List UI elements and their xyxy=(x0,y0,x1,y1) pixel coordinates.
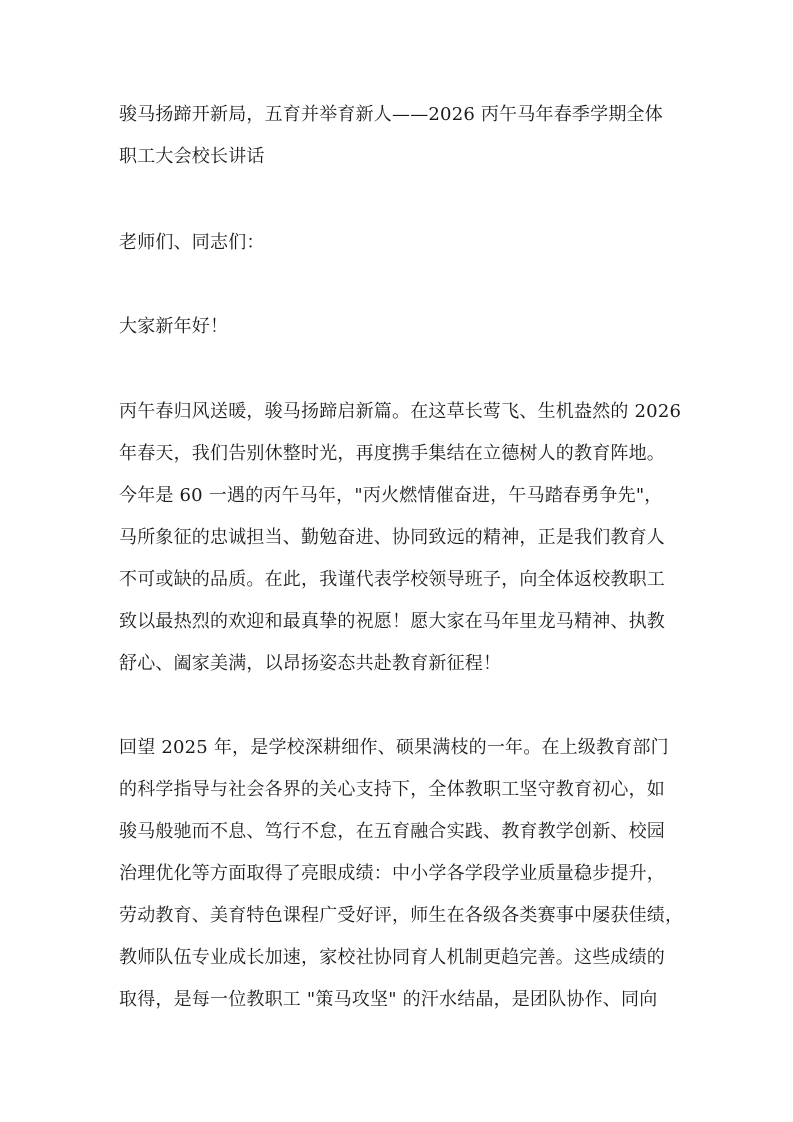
paragraph-2-line-5: 劳动教育、美育特色课程广受好评，师生在各级各类赛事中屡获佳绩， xyxy=(119,905,684,926)
paragraph-2-line-2: 的科学指导与社会各界的关心支持下，全体教职工坚守教育初心，如 xyxy=(119,779,665,800)
paragraph-1-line-3: 今年是 60 一遇的丙午马年，"丙火燃情催奋进，午马踏春勇争先"， xyxy=(119,485,663,506)
paragraph-1-line-7: 舒心、阖家美满，以昂扬姿态共赴教育新征程！ xyxy=(119,653,502,674)
document-title-line-1: 骏马扬蹄开新局，五育并举育新人——2026 丙午马年春季学期全体 xyxy=(119,104,663,125)
paragraph-2-line-7: 取得，是每一位教职工 "策马攻坚" 的汗水结晶，是团队协作、同向 xyxy=(119,989,658,1010)
paragraph-2-line-4: 治理优化等方面取得了亮眼成绩：中小学各学段学业质量稳步提升， xyxy=(119,863,665,884)
paragraph-2-line-3: 骏马般驰而不息、笃行不怠，在五育融合实践、教育教学创新、校园 xyxy=(119,821,665,842)
greeting: 大家新年好！ xyxy=(119,316,229,337)
paragraph-1-line-6: 致以最热烈的欢迎和最真挚的祝愿！愿大家在马年里龙马精神、执教 xyxy=(119,611,665,632)
document-title-line-2: 职工大会校长讲话 xyxy=(119,146,265,167)
paragraph-1-line-5: 不可或缺的品质。在此，我谨代表学校领导班子，向全体返校教职工 xyxy=(119,569,665,590)
paragraph-2-line-6: 教师队伍专业成长加速，家校社协同育人机制更趋完善。这些成绩的 xyxy=(119,947,665,968)
salutation: 老师们、同志们： xyxy=(119,232,265,253)
paragraph-1-line-1: 丙午春归风送暖，骏马扬蹄启新篇。在这草长莺飞、生机盎然的 2026 xyxy=(119,401,682,422)
paragraph-1-line-2: 年春天，我们告别休整时光，再度携手集结在立德树人的教育阵地。 xyxy=(119,443,665,464)
paragraph-1-line-4: 马所象征的忠诚担当、勤勉奋进、协同致远的精神，正是我们教育人 xyxy=(119,527,665,548)
paragraph-2-line-1: 回望 2025 年，是学校深耕细作、硕果满枝的一年。在上级教育部门 xyxy=(119,737,669,758)
